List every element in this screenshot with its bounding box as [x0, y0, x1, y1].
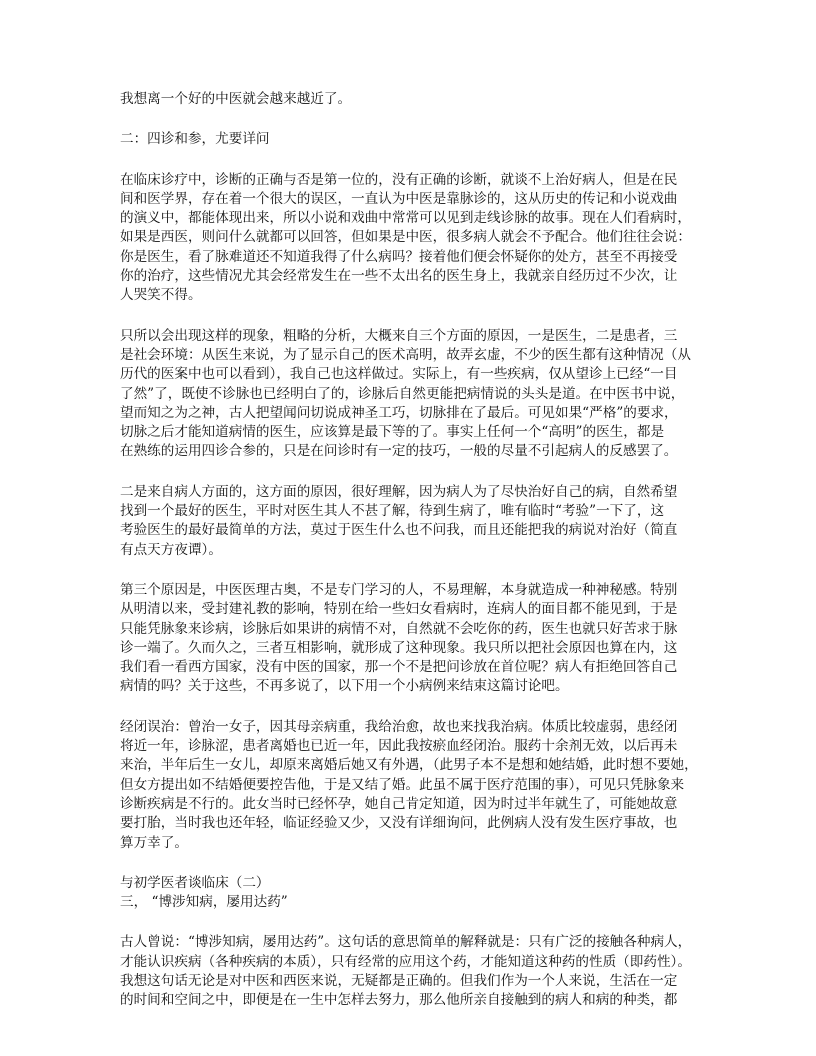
text-line: 你的治疗，这些情况尤其会经常发生在一些不太出名的医生身上，我就亲自经历过不少次，让: [120, 268, 678, 285]
intro-line: [120, 90, 710, 109]
text-line: 间和医学界，存在着一个很大的误区，一直认为中医是靠脉诊的，这从历史的传记和小说戏曲: [120, 190, 678, 207]
text-line: 二：四诊和参，尤要详问: [120, 131, 270, 148]
text-line: 二是来自病人方面的，这方面的原因，很好理解，因为病人为了尽快治好自己的病，自然希望: [120, 483, 678, 500]
text-line: 了然”了，既使不诊脉也已经明白了的，诊脉后自然更能把病情说的头头是道。在中医书中说，: [120, 385, 685, 402]
text-line: 有点天方夜谭）。: [120, 541, 222, 558]
text-line: 来治，半年后生一女儿，却原来离婚后她又有外遇，（此男子本不是想和她结婚，此时想不要她，: [120, 757, 698, 774]
text-line: 人哭笑不得。: [120, 287, 202, 304]
text-line: 三， “博涉知病，屡用达药”: [120, 894, 288, 911]
text-line: 我们看一看西方国家，没有中医的国家，那一个不是把问诊放在首位呢？病人有拒绝回答自己: [120, 659, 678, 676]
text-line: 第三个原因是，中医医理古奥，不是专门学习的人，不易理解，本身就造成一种神秘感。特别: [120, 581, 678, 598]
text-line: 将近一年，诊脉涩，患者离婚也已近一年，因此我按瘀血经闭治。服药十余剂无效，以后再未: [120, 738, 678, 755]
text-line: 诊一端了。久而久之，三者互相影响，就形成了这种现象。我只所以把社会原因也算在内，这: [120, 639, 678, 656]
section-heading: [120, 130, 710, 149]
document-body: [120, 90, 710, 1032]
text-line: 但女方提出如不结婚便要控告他，于是又结了婚。此虽不属于医疗范围的事），可见只凭脉象来: [120, 776, 685, 793]
text-line: 只能凭脉象来诊病，诊脉后如果讲的病情不对，自然就不会吃你的药，医生也就只好苦求于脉: [120, 620, 678, 637]
text-line: 望而知之为之神，古人把望闻问切说成神圣工巧，切脉排在了最后。可见如果“严格”的要求，: [120, 404, 678, 421]
chapter-heading: [120, 874, 710, 913]
text-line: 在熟练的运用四诊合参的，只是在问诊时有一定的技巧，一般的尽量不引起病人的反感罢了。: [120, 443, 678, 460]
text-line: 你是医生，看了脉难道还不知道我得了什么病吗？接着他们便会怀疑你的处方，甚至不再接受: [120, 248, 678, 265]
text-line: 古人曾说：“博涉知病，屡用达药”。这句话的意思简单的解释就是：只有广泛的接触各种病人，: [120, 934, 692, 951]
text-line: 在临床诊疗中，诊断的正确与否是第一位的，没有正确的诊断，就谈不上治好病人，但是在民: [120, 171, 678, 188]
case-paragraph: [120, 718, 710, 853]
text-line: 历代的医案中也可以看到），我自己也这样做过。实际上，有一些疾病，仅从望诊上已经“一目: [120, 366, 678, 383]
text-line: 切脉之后才能知道病情的医生，应该算是最下等的了。事实上任何一个“高明”的医生，都是: [120, 424, 665, 441]
text-line: 我想离一个好的中医就会越来越近了。: [120, 91, 352, 107]
text-line: 要打胎，当时我也还年轻，临证经验又少，又没有详细询问，此例病人没有发生医疗事故，也: [120, 815, 678, 832]
paragraph: [120, 581, 710, 697]
text-line: 从明清以来，受封建礼教的影响，特别在给一些妇女看病时，连病人的面目都不能见到，于是: [120, 601, 678, 618]
paragraph: [120, 171, 710, 306]
text-line: 如果是西医，则问什么就都可以回答，但如果是中医，很多病人就会不予配合。他们往往会说：: [120, 229, 691, 246]
text-line: 病情的吗？关于这些，不再多说了，以下用一个小病例来结束这篇讨论吧。: [120, 678, 569, 695]
paragraph: [120, 483, 710, 560]
text-line: 只所以会出现这样的现象，粗略的分析，大概来自三个方面的原因，一是医生，二是患者，三: [120, 327, 678, 344]
text-line: 我想这句话无论是对中医和西医来说，无疑都是正确的。但我们作为一个人来说，生活在一定: [120, 972, 678, 989]
text-line: 的时间和空间之中，即便是在一生中怎样去努力，那么他所亲自接触到的病人和病的种类，都: [120, 992, 678, 1009]
text-line: 诊断疾病是不行的。此女当时已经怀孕，她自己肯定知道，因为时过半年就生了，可能她故意: [120, 795, 678, 812]
text-line: 与初学医者谈临床（二）: [120, 874, 270, 891]
paragraph: [120, 933, 710, 1010]
text-line: 找到一个最好的医生，平时对医生其人不甚了解，待到生病了，唯有临时“考验”一下了，这: [120, 503, 665, 520]
text-line: 算万幸了。: [120, 834, 188, 851]
text-line: 考验医生的最好最简单的方法，莫过于医生什么也不问我，而且还能把我的病说对治好（简直: [120, 522, 678, 539]
text-line: 经闭误治：曾治一女子，因其母亲病重，我给治愈，故也来找我治病。体质比较虚弱，患经闭: [120, 718, 678, 735]
paragraph: [120, 327, 710, 462]
text-line: 才能认识疾病（各种疾病的本质），只有经常的应用这个药，才能知道这种药的性质（即药性）。: [120, 953, 691, 970]
text-line: 的演义中，都能体现出来，所以小说和戏曲中常常可以见到走线诊脉的故事。现在人们看病时，: [120, 210, 691, 227]
text-line: 是社会环境：从医生来说，为了显示自己的医术高明，故弄玄虚，不少的医生都有这种情况（从: [120, 346, 691, 363]
